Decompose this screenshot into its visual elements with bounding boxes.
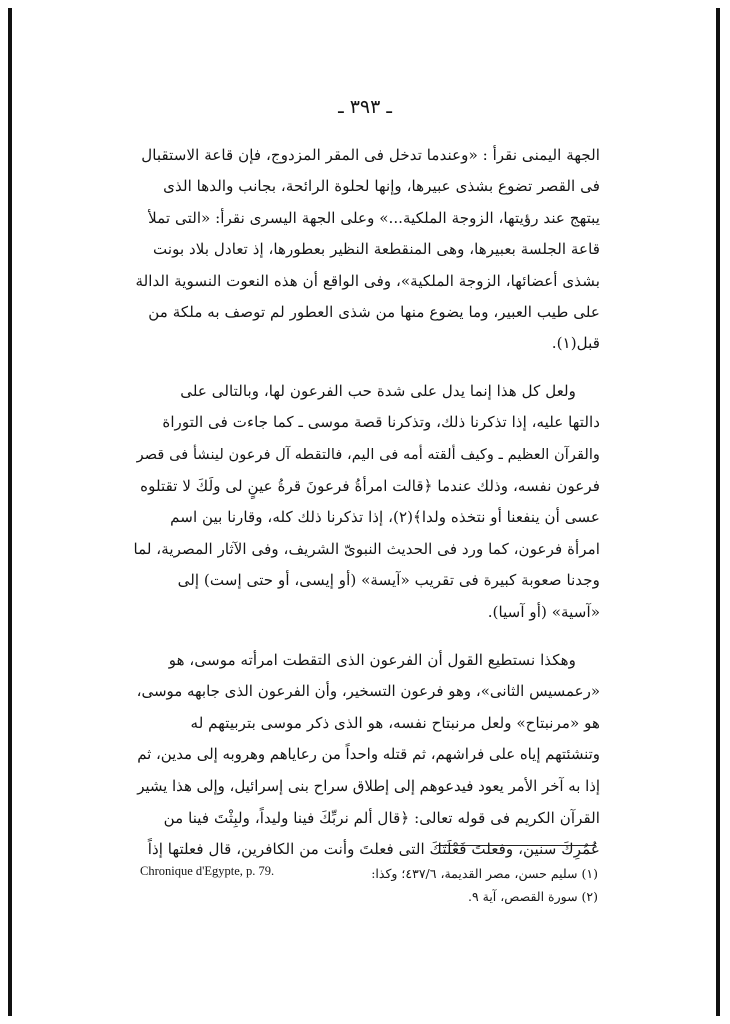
text-line: «رعمسيس الثانى»، وهو فرعون التسخير، وأن الفرعون الذى جابهه موسى، — [136, 682, 600, 701]
text-line: عُمُرِكَ سنين، وفعلتَ فَعْلَتَكَ التى فعلتَ وأنت من الكافرين، قال فعلتها إذاً — [147, 840, 600, 859]
text-line: إذا به آخر الأمر يعود فيدعوهم إلى إطلاق سراح بنى إسرائيل، وإلى هذا يشير — [137, 776, 600, 795]
text-line: يبتهج عند رؤيتها، الزوجة الملكية...» وعلى الجهة اليسرى نقرأ: «التى تملأ — [148, 208, 600, 227]
footnote-1-latin-source: Chronique d'Egypte, p. 79. — [140, 864, 275, 878]
body-text — [132, 140, 600, 866]
text-line: دالتها عليه، إذا تذكرنا ذلك، وتذكرنا قصة موسى ـ كما جاءت فى التوراة — [162, 413, 600, 432]
footnote-divider — [436, 845, 596, 846]
text-line: الجهة اليمنى نقرأ : «وعندما تدخل فى المقر المزدوج، فإن قاعة الاستقبال — [141, 146, 600, 164]
text-line: عسى أن ينفعنا أو نتخذه ولدا﴾(٢)، إذا تذكرنا ذلك كله، وقارنا بين اسم — [170, 508, 600, 527]
text-line: امرأة فرعون، كما ورد فى الحديث النبوىّ الشريف، وفى الآثار المصرية، لما — [133, 539, 600, 558]
paragraph-1 — [132, 140, 600, 360]
text-line: والقرآن العظيم ـ وكيف ألقته أمه فى اليم، فالتقطه آل فرعون لينشأ فى قصر — [136, 446, 600, 464]
text-line: فى القصر تضوع بشذى عبيرها، وإنها لحلوة الرائحة، بجانب والدها الذى — [163, 177, 600, 196]
text-line: على طيب العبير، وما يضوع منها من شذى العطور لم توصف به ملكة من — [148, 303, 600, 322]
text-line: وتنشئتهم إياه على فراشهم، ثم قتله واحداً من رعاياهم وهروبه إلى مدين، ثم — [137, 745, 600, 764]
footnotes — [346, 862, 598, 908]
text-line: هو «مرنبتاح» ولعل مرنبتاح نفسه، هو الذى ذكر موسى بتربيتهم له — [190, 713, 600, 732]
paragraph-2 — [132, 376, 600, 629]
footnote-1: (١) سليم حسن، مصر القديمة، ٤٣٧/٦؛ وكذا: — [371, 866, 598, 881]
text-line: وجدنا صعوبة كبيرة فى تقريب «آيسة» (أو إيسى، أو حتى إست) إلى — [177, 571, 600, 590]
text-line: «آسية» (أو آسيا). — [487, 603, 600, 621]
footnote-2: (٢) سورة القصص، آية ٩. — [467, 889, 598, 904]
text-line: فرعون نفسه، وذلك عندما ﴿قالت امرأةُ فرعونَ قرةُ عينٍ لى ولَكَ لا تقتلوه — [140, 476, 600, 495]
text-line: وهكذا نستطيع القول أن الفرعون الذى التقطت امرأته موسى، هو — [168, 650, 576, 669]
page-number: ـ ٣٩٣ ـ — [338, 96, 392, 118]
text-line: ولعل كل هذا إنما يدل على شدة حب الفرعون لها، وبالتالى على — [180, 381, 576, 400]
text-line: بشذى أعضائها، الزوجة الملكية»، وفى الواقع أن هذه النعوت النسوية الدالة — [135, 271, 600, 290]
paragraph-3 — [132, 645, 600, 866]
text-line: القرآن الكريم فى قوله تعالى: ﴿قال ألم نربِّكَ فينا وليداً، ولبِثْتَ فينا من — [163, 808, 600, 827]
text-line: قاعة الجلسة بعبيرها، وهى المنقطعة النظير بعطورها، إذ تعادل بلاد بونت — [152, 240, 600, 259]
text-line: قبل(١). — [551, 334, 600, 353]
